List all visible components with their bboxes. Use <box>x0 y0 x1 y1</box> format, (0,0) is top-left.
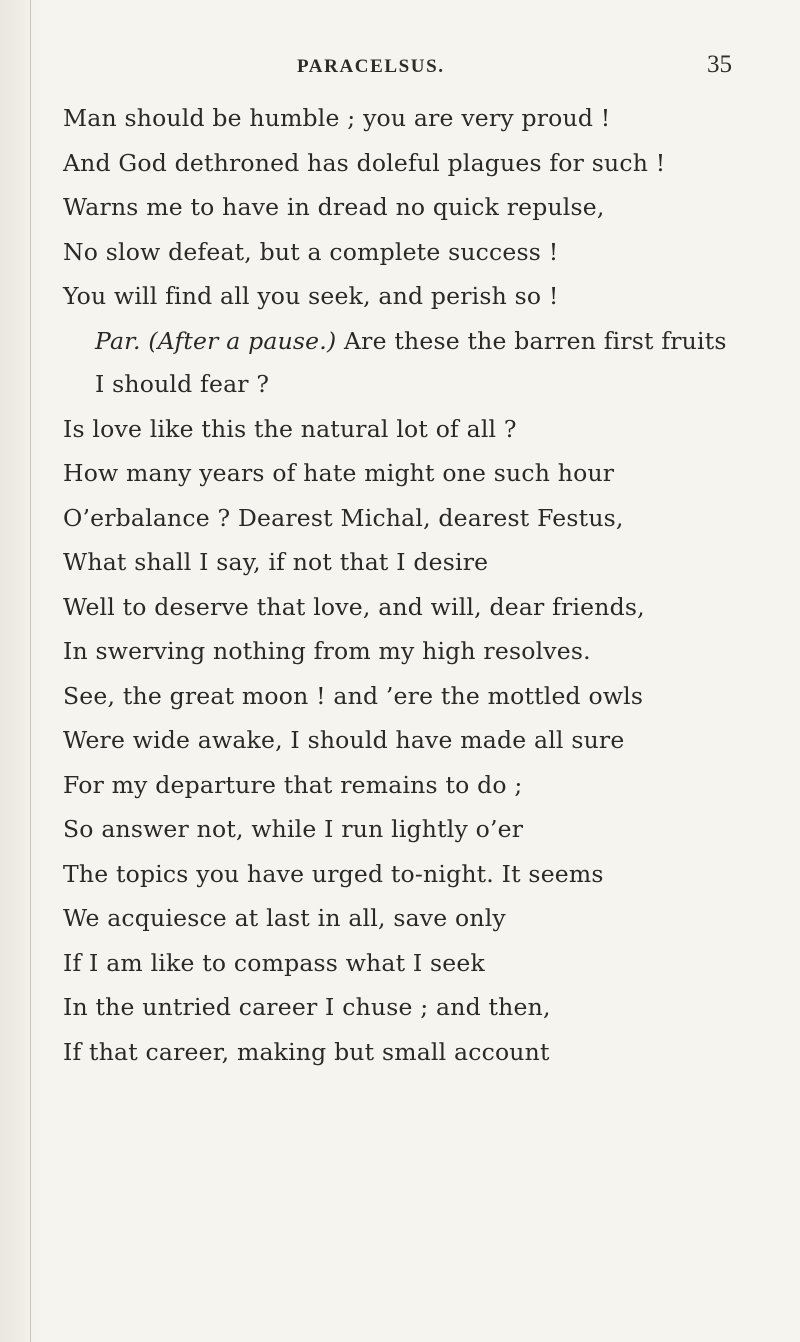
verse-line: What shall I say, if not that I desire <box>63 548 489 576</box>
verse-line: You will find all you seek, and perish so ! <box>63 282 559 310</box>
verse-line: Man should be humble ; you are very proud ! <box>63 104 611 132</box>
page-header <box>0 51 800 96</box>
verse-line-continuation: I should fear ? <box>95 370 270 398</box>
verse-line: And God dethroned has doleful plagues for such ! <box>63 149 666 177</box>
verse-line: Were wide awake, I should have made all sure <box>63 726 625 754</box>
binding-edge <box>30 0 31 1342</box>
speaker-name: Par. <box>95 327 141 355</box>
running-title: PARACELSUS. <box>297 56 445 77</box>
verse-line: Is love like this the natural lot of all ? <box>63 415 517 443</box>
verse-line: No slow defeat, but a complete success ! <box>63 238 559 266</box>
stage-direction: (After a pause.) <box>148 327 337 355</box>
verse-line: In swerving nothing from my high resolves. <box>63 637 591 665</box>
page-gutter <box>0 0 42 1342</box>
verse-text: Are these the barren first fruits <box>344 327 727 355</box>
verse-line: The topics you have urged to-night. It seems <box>63 860 604 888</box>
verse-line: So answer not, while I run lightly o’er <box>63 815 524 843</box>
verse-line: See, the great moon ! and ’ere the mottled owls <box>63 682 644 710</box>
verse-line-with-speaker <box>95 326 727 356</box>
verse-line: For my departure that remains to do ; <box>63 771 523 799</box>
verse-line: Warns me to have in dread no quick repulse, <box>63 193 605 221</box>
verse-line: In the untried career I chuse ; and then, <box>63 993 551 1021</box>
verse-line: O’erbalance ? Dearest Michal, dearest Festus, <box>63 504 624 532</box>
verse-line: If that career, making but small account <box>63 1038 550 1066</box>
verse-line: How many years of hate might one such hour <box>63 459 615 487</box>
verse-line: Well to deserve that love, and will, dear friends, <box>63 593 645 621</box>
verse-line: If I am like to compass what I seek <box>63 949 485 977</box>
page-number: 35 <box>707 51 732 78</box>
verse-line: We acquiesce at last in all, save only <box>63 904 506 932</box>
